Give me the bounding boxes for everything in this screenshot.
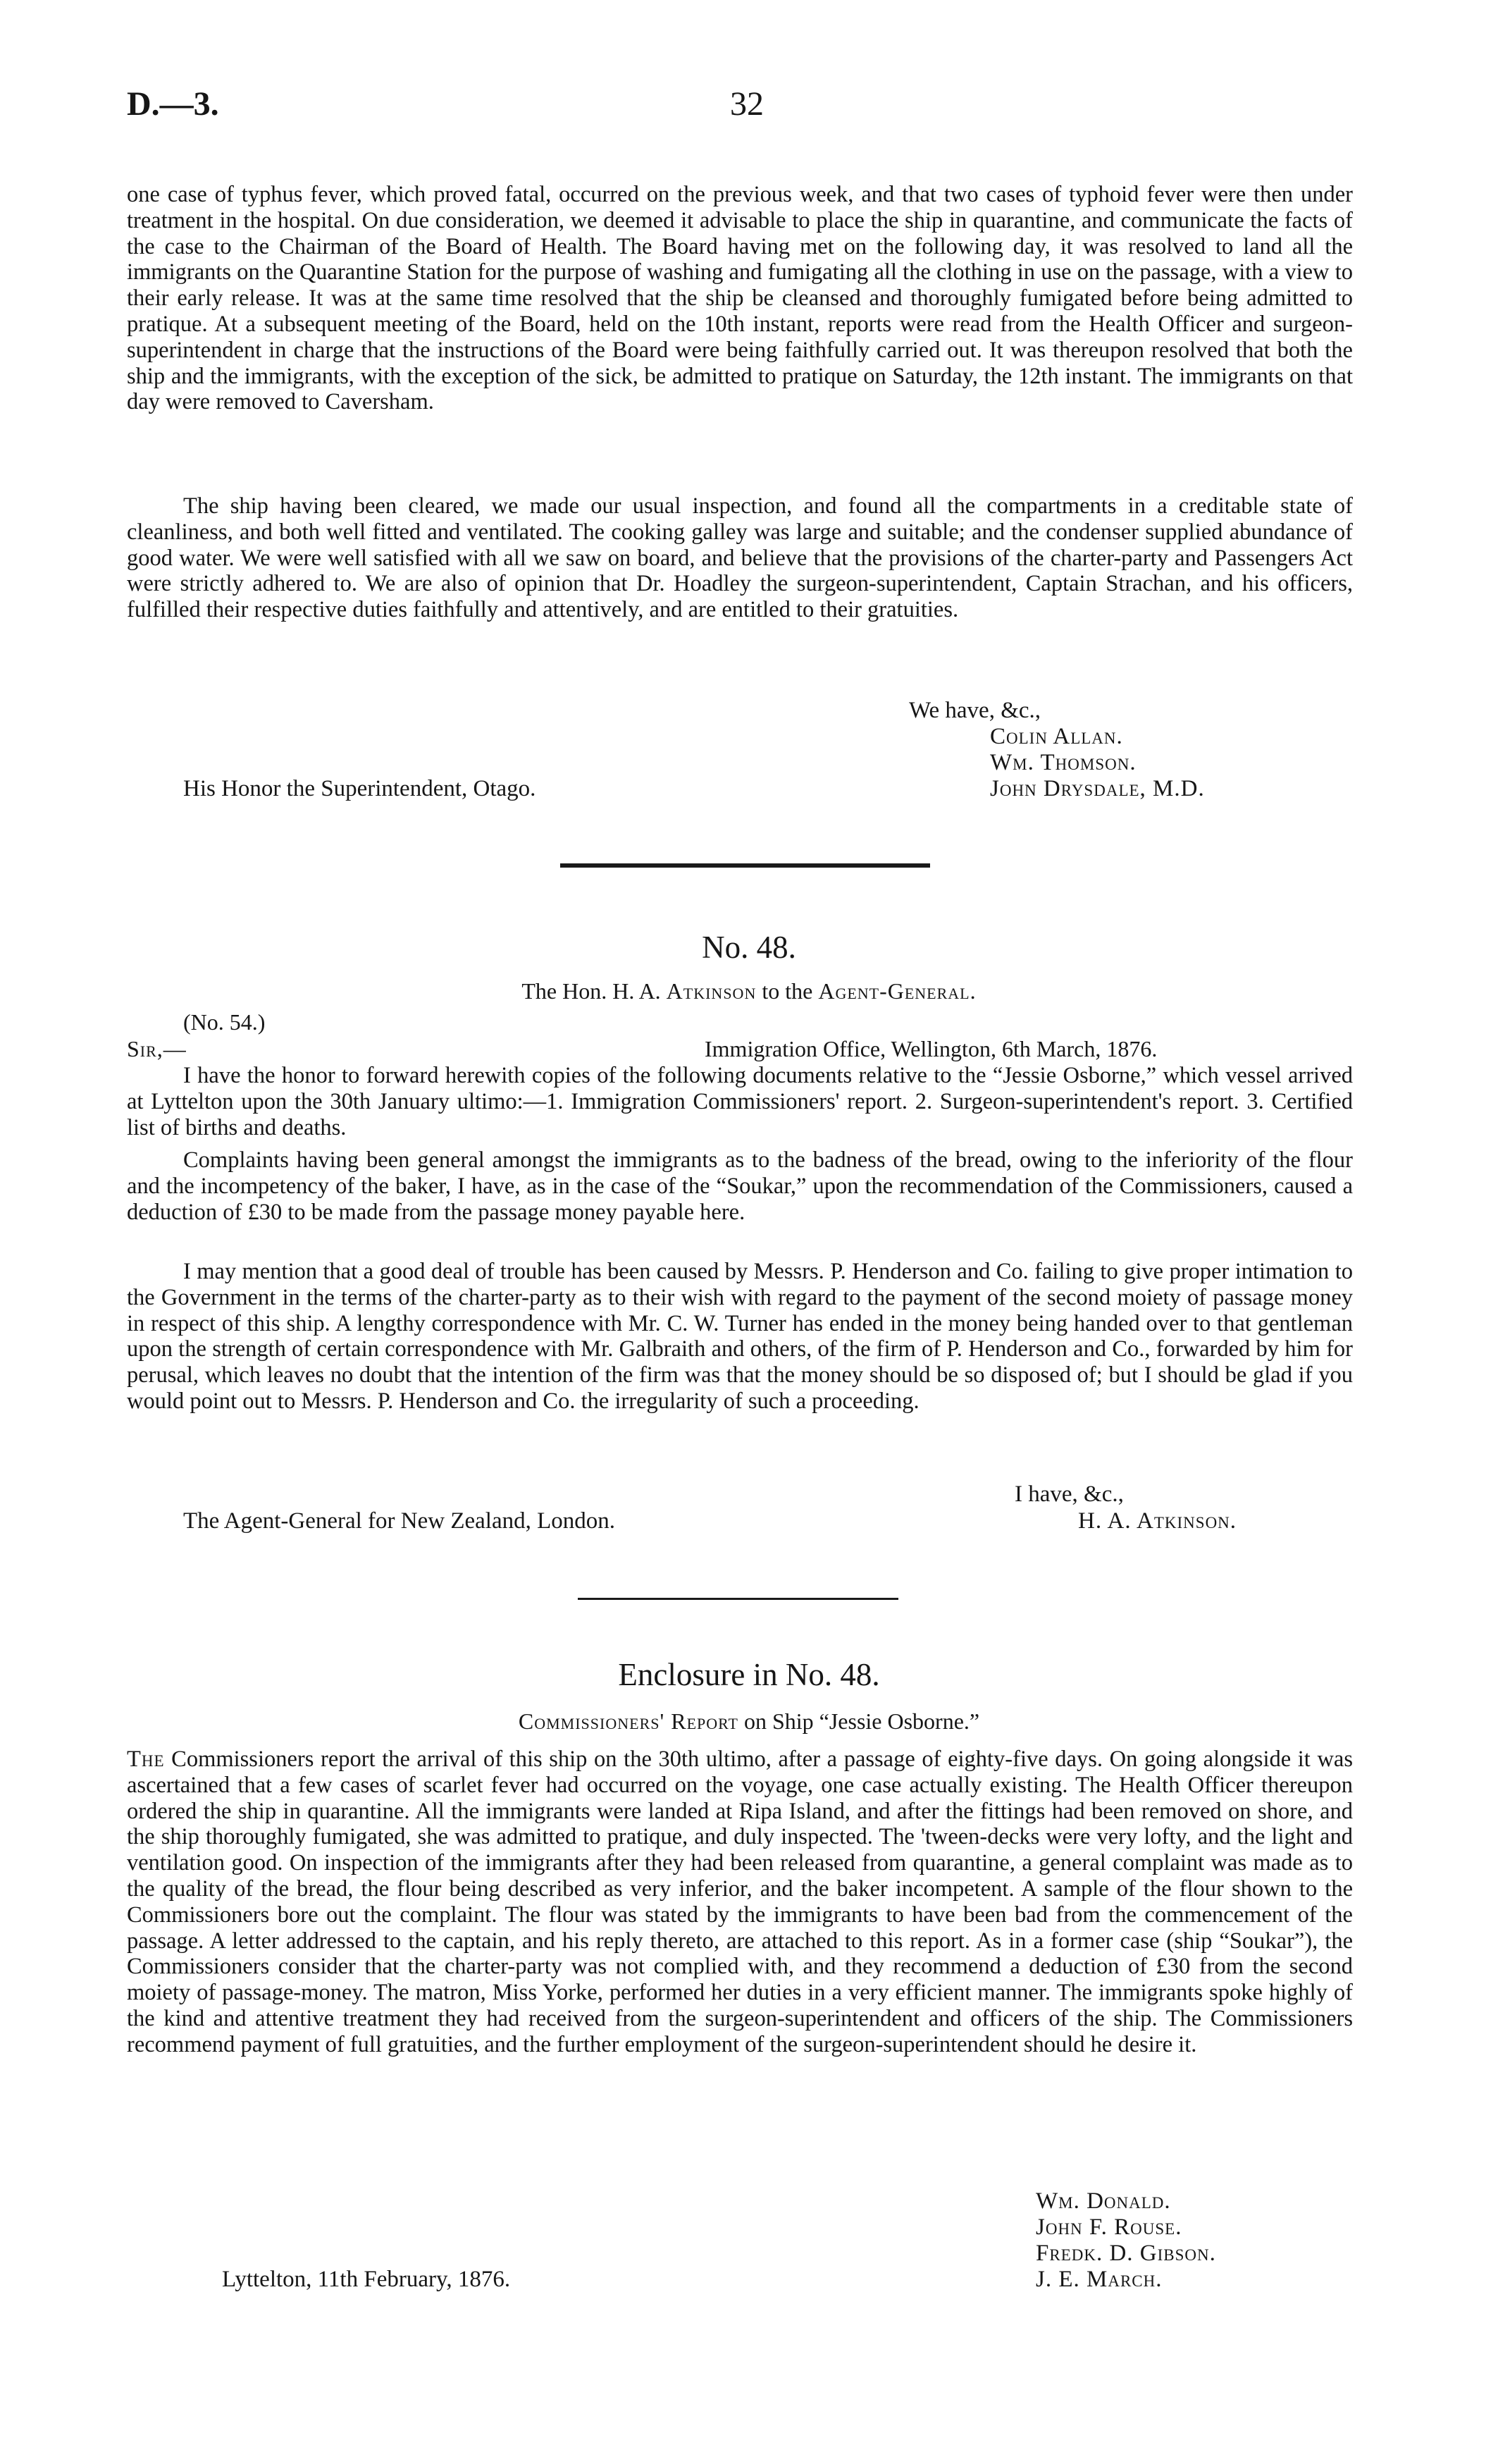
enclosure-body: Commissioners report the arrival of this ship on the 30th ultimo, after a passage of eighty-five days. On going alongside it was ascertained that a few cases of scarlet fever had occurred on the voyage, one case actually existing. The Health Officer thereupon ordered the ship in quarantine. All the immigrants were landed at Ripa Island, and after the fittings had been removed on shore, and the ship thoroughly fumigated, she was admitted to pratique, and duly inspected. The 'tween-decks were very lofty, and the light and ventilation good. On inspection of the immigrants after they had been released from quarantine, a general complaint was made as to the quality of the bread, the flour being described as very inferior, and the baker incompetent. A sample of the flour shown to the Commissioners bore out the complaint. The flour was stated by the immigrants to have been bad from the commencement of the passage. A letter addressed to the captain, and his reply thereto, are attached to this report. As in a former case (ship “Soukar”), the Commissioners consider that the charter-party was not complied with, and they recommend a deduction of £30 from the second moiety of passage-money. The matron, Miss Yorke, performed her duties in a very efficient manner. The immigrants spoke highly of the kind and attentive treatment they had received from the surgeon-superintendent and officers of the ship. The Commissioners recommend payment of full gratuities, and the further employment of the surgeon-superintendent should he desire it. [127,1747,1353,2057]
enclosure-signatory-4: J. E. March. [1036,2267,1163,2292]
enclosure-paragraph [127,1747,1353,2058]
letter1-addressee: His Honor the Superintendent, Otago. [183,776,536,801]
enclosure-subtitle-a: Commissioners' Report [518,1708,738,1734]
letter2-subtitle [0,978,1498,1004]
document-reference: D.—3. [127,85,219,123]
letter2-addressee: The Agent-General for New Zealand, London. [183,1508,616,1534]
letter2-subtitle-recipient: Agent-General. [818,978,977,1004]
letter2-paragraph-1: I have the honor to forward herewith copies of the following documents relative to the “Jessie Osborne,” which vessel arrived at Lyttelton upon the 30th January ultimo:—1. Immigration Commissioners' report. 2. Surgeon-superintendent's report. 3. Certified list of births and deaths. [127,1063,1353,1140]
enclosure-title: Enclosure in No. 48. [618,1657,880,1692]
section-divider-2 [578,1598,898,1600]
letter2-subtitle-prefix: The Hon. H. A. [521,978,661,1004]
section-divider-1 [560,863,930,868]
letter2-paragraph-3: I may mention that a good deal of trouble has been caused by Messrs. P. Henderson and Co. failing to give proper intimation to the Government in the terms of the charter-party as to their wish with regard to the payment of the second moiety of passage money in respect of this ship. A lengthy correspondence with Mr. C. W. Turner has ended in the money being handed over to that gentleman upon the strength of certain correspondence with Mr. Galbraith and others, of the firm of P. Henderson and Co., forwarded by him for perusal, which leaves no doubt that the intention of the firm was that the money should be so disposed of; but I should be glad if you would point out to Messrs. P. Henderson and Co. the irregularity of such a proceeding. [127,1259,1353,1414]
enclosure-signatory-1: Wm. Donald. [1036,2188,1171,2214]
letter2-subtitle-name: Atkinson [666,978,757,1004]
letter2-signatory: H. A. Atkinson. [1078,1508,1237,1534]
enclosure-lead-word: The [127,1747,165,1772]
enclosure-dateline: Lyttelton, 11th February, 1876. [222,2267,511,2292]
letter2-salutation: Sir,— [127,1036,187,1061]
letter2-closing: I have, &c., [1015,1482,1124,1507]
letter2-subtitle-mid: to the [762,978,813,1004]
enclosure-signatory-2: John F. Rouse. [1036,2214,1182,2240]
letter1-paragraph-2: The ship having been cleared, we made our usual inspection, and found all the compartments in a creditable state of cleanliness, and both well fitted and ventilated. The cooking galley was large and suitable; and the condenser supplied abundance of good water. We were well satisfied with all we saw on board, and believe that the provisions of the charter-party and Passengers Act were strictly adhered to. We are also of opinion that Dr. Hoadley the surgeon-superintendent, Captain Strachan, and his officers, fulfilled their respective duties faithfully and attentively, and are entitled to their gratuities. [127,493,1353,623]
enclosure-signatory-3: Fredk. D. Gibson. [1036,2241,1216,2266]
letter2-number: No. 48. [702,930,796,965]
letter1-closing: We have, &c., [909,698,1041,723]
letter2-dateline: Immigration Office, Wellington, 6th March, 1876. [705,1036,1158,1061]
letter1-signatory-1: Colin Allan. [990,724,1123,749]
letter1-signatory-2: Wm. Thomson. [990,750,1137,775]
letter2-paragraph-2: Complaints having been general amongst the immigrants as to the badness of the bread, owing to the inferiority of the flour and the incompetency of the baker, I have, as in the case of the “Soukar,” upon the recommendation of the Commissioners, caused a deduction of £30 to be made from the passage money payable here. [127,1147,1353,1225]
letter1-signatory-3: John Drysdale, M.D. [990,776,1205,801]
page-number: 32 [730,85,764,123]
letter1-paragraph-1: one case of typhus fever, which proved fatal, occurred on the previous week, and that two cases of typhoid fever were then under treatment in the hospital. On due consideration, we deemed it advisable to place the ship in quarantine, and communicate the facts of the case to the Chairman of the Board of Health. The Board having met on the following day, it was resolved to land all the immigrants on the Quarantine Station for the purpose of washing and fumigating all the clothing in use on the passage, with a view to their early release. It was at the same time resolved that the ship be cleansed and thoroughly fumigated before being admitted to pratique. At a subsequent meeting of the Board, held on the 10th instant, reports were read from the Health Officer and surgeon-superintendent in charge that the instructions of the Board were being faithfully carried out. It was thereupon resolved that both the ship and the immigrants, with the exception of the sick, be admitted to pratique on Saturday, the 12th instant. The immigrants on that day were removed to Caversham. [127,182,1353,415]
enclosure-subtitle-b: on Ship “Jessie Osborne.” [743,1708,980,1734]
page-header [0,85,1498,141]
letter2-reference: (No. 54.) [183,1009,266,1035]
enclosure-subtitle [0,1708,1498,1735]
